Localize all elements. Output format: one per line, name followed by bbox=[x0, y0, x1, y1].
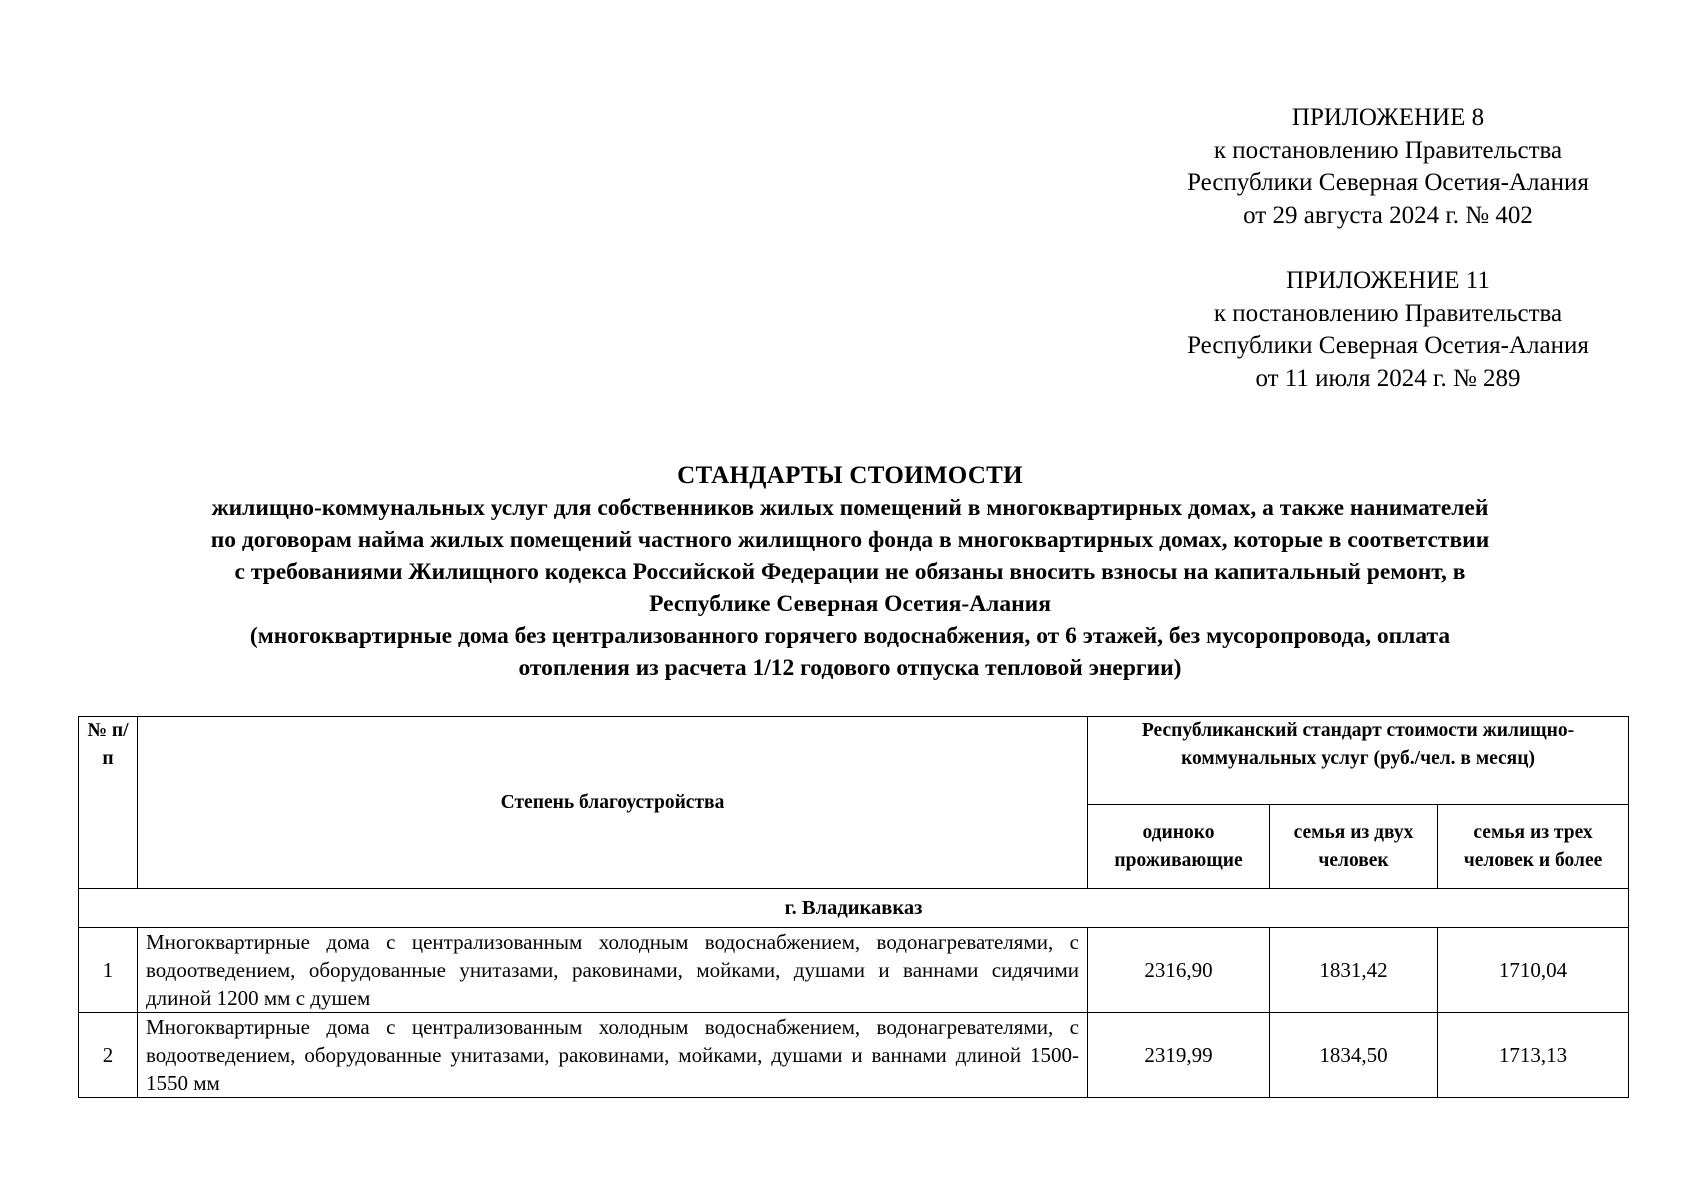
appendix-11-header bbox=[1148, 265, 1628, 395]
table-row bbox=[79, 928, 1629, 1013]
appendix-date: от 11 июля 2024 г. № 289 bbox=[1255, 364, 1521, 392]
appendix-line: к постановлению Правительства bbox=[1213, 299, 1563, 327]
appendix-title: ПРИЛОЖЕНИЕ 8 bbox=[1291, 104, 1485, 131]
heading-line: Республике Северная Осетия-Алания bbox=[649, 591, 1051, 617]
city-name: г. Владикавказ bbox=[79, 889, 1629, 928]
value-single: 2319,99 bbox=[1088, 1013, 1270, 1098]
city-row bbox=[79, 889, 1629, 928]
cost-standards-table bbox=[78, 716, 1629, 1098]
appendix-date: от 29 августа 2024 г. № 402 bbox=[1243, 201, 1533, 229]
document-title: СТАНДАРТЫ СТОИМОСТИ bbox=[677, 462, 1023, 489]
appendix-line: к постановлению Правительства bbox=[1213, 136, 1563, 164]
header-two-persons: семья из двух человек bbox=[1270, 805, 1438, 889]
table-row bbox=[79, 1013, 1629, 1098]
value-single: 2316,90 bbox=[1088, 928, 1270, 1013]
row-number: 2 bbox=[79, 1013, 138, 1098]
document-heading bbox=[70, 460, 1630, 684]
value-two-persons: 1831,42 bbox=[1270, 928, 1438, 1013]
header-degree: Степень благоустройства bbox=[138, 717, 1088, 889]
appendix-line: Республики Северная Осетия-Алания bbox=[1187, 332, 1589, 359]
heading-line: по договорам найма жилых помещений частного жилищного фонда в многоквартирных домах, которые в соответствии bbox=[210, 527, 1490, 553]
value-two-persons: 1834,50 bbox=[1270, 1013, 1438, 1098]
heading-line: жилищно-коммунальных услуг для собственников жилых помещений в многоквартирных домах, а также нанимателей bbox=[211, 495, 1489, 521]
value-three-plus: 1713,13 bbox=[1438, 1013, 1629, 1098]
heading-line: отопления из расчета 1/12 годового отпуска тепловой энергии) bbox=[518, 655, 1182, 681]
heading-line: с требованиями Жилищного кодекса Российской Федерации не обязаны вносить взносы на капитальный ремонт, в bbox=[234, 559, 1466, 585]
heading-line: (многоквартирные дома без централизованного горячего водоснабжения, от 6 этажей, без мусоропровода, оплата bbox=[249, 623, 1451, 649]
header-standard-group: Республиканский стандарт стоимости жилищно-коммунальных услуг (руб./чел. в месяц) bbox=[1088, 717, 1629, 805]
appendix-title: ПРИЛОЖЕНИЕ 11 bbox=[1286, 267, 1490, 294]
header-single: одиноко проживающие bbox=[1088, 805, 1270, 889]
appendix-line: Республики Северная Осетия-Алания bbox=[1187, 169, 1589, 196]
header-three-plus: семья из трех человек и более bbox=[1438, 805, 1629, 889]
header-number: № п/п bbox=[79, 717, 138, 889]
row-number: 1 bbox=[79, 928, 138, 1013]
row-description: Многоквартирные дома с централизованным холодным водоснабжением, водонагревателями, с водоотведением, оборудованные унитазами, раковинами, мойками, душами и ваннами сидячими длиной 1200 мм с душем bbox=[138, 928, 1088, 1013]
appendix-8-header bbox=[1148, 102, 1628, 232]
row-description: Многоквартирные дома с централизованным холодным водоснабжением, водонагревателями, с водоотведением, оборудованные унитазами, раковинами, мойками, душами и ваннами длиной 1500-1550 мм bbox=[138, 1013, 1088, 1098]
value-three-plus: 1710,04 bbox=[1438, 928, 1629, 1013]
